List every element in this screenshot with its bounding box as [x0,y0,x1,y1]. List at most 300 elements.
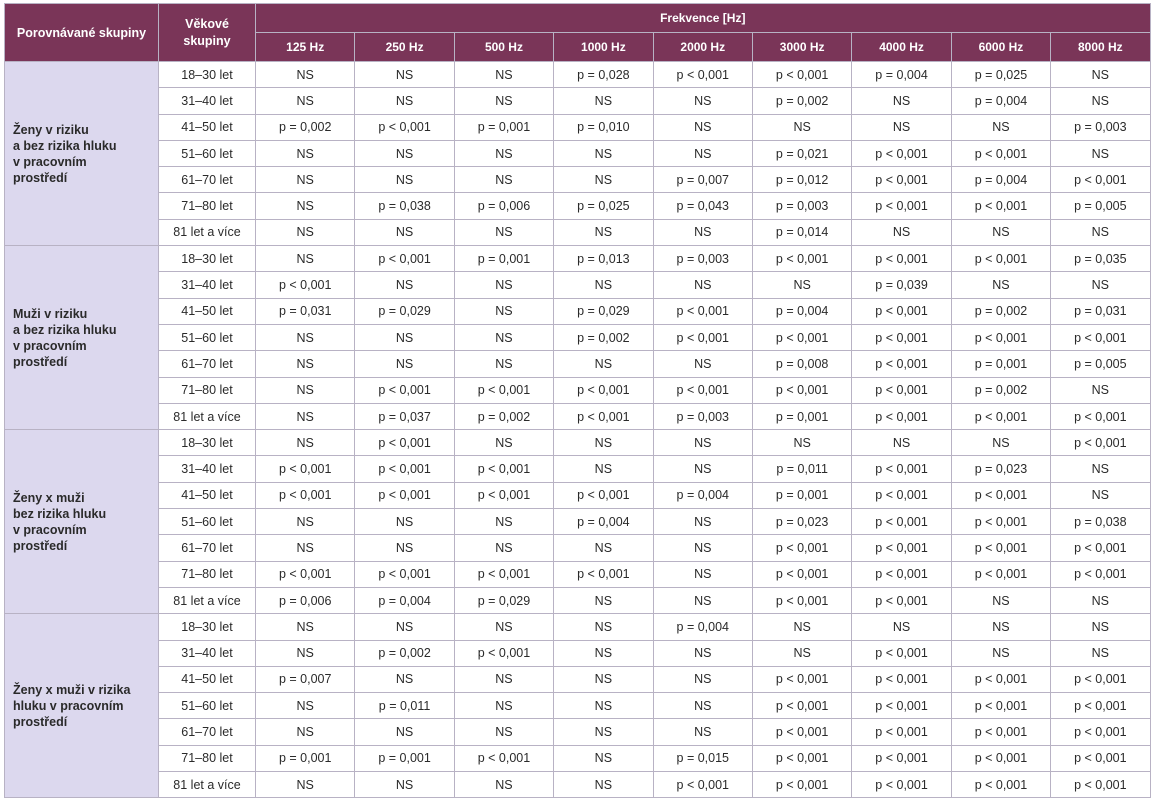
pvalue-cell: p = 0,025 [554,193,653,219]
pvalue-cell: NS [852,219,951,245]
age-group-cell: 71–80 let [159,745,256,771]
pvalue-cell: NS [752,114,851,140]
age-group-cell: 31–40 let [159,88,256,114]
pvalue-cell: NS [653,88,752,114]
pvalue-cell: p = 0,013 [554,246,653,272]
pvalue-cell: p < 0,001 [752,745,851,771]
pvalue-cell: NS [256,535,355,561]
pvalue-cell: p < 0,001 [653,324,752,350]
pvalue-cell: p = 0,006 [256,587,355,613]
pvalue-cell: NS [1051,456,1150,482]
pvalue-cell: p = 0,004 [554,509,653,535]
pvalue-cell: p = 0,003 [653,403,752,429]
pvalue-cell: NS [554,88,653,114]
pvalue-cell: p < 0,001 [852,377,951,403]
pvalue-cell: p = 0,038 [1051,509,1150,535]
pvalue-cell: NS [554,772,653,798]
pvalue-cell: p < 0,001 [653,298,752,324]
pvalue-cell: NS [454,719,553,745]
pvalue-cell: p = 0,011 [355,693,454,719]
pvalue-cell: NS [256,719,355,745]
pvalue-cell: NS [355,719,454,745]
pvalue-cell: p < 0,001 [951,719,1050,745]
pvalue-cell: NS [454,324,553,350]
table-row [5,719,1151,745]
pvalue-cell: NS [1051,88,1150,114]
header-frequency-cell: 2000 Hz [653,33,752,62]
pvalue-cell: NS [1051,614,1150,640]
table-row [5,62,1151,88]
age-group-cell: 81 let a více [159,587,256,613]
table-row [5,140,1151,166]
table-row [5,456,1151,482]
pvalue-cell: NS [454,167,553,193]
group-label-cell: Ženy v riziku a bez rizika hluku v pracovním prostředí [5,62,159,246]
table-row [5,772,1151,798]
pvalue-cell: p = 0,004 [653,614,752,640]
header-frequency-cell: 125 Hz [256,33,355,62]
header-frequency-cell: 500 Hz [454,33,553,62]
pvalue-cell: p < 0,001 [256,272,355,298]
pvalue-cell: NS [256,62,355,88]
pvalue-cell: p < 0,001 [951,246,1050,272]
pvalue-cell: NS [454,666,553,692]
pvalue-cell: NS [355,272,454,298]
pvalue-cell: p = 0,002 [951,377,1050,403]
pvalue-cell: p < 0,001 [951,666,1050,692]
pvalue-cell: NS [653,456,752,482]
pvalue-cell: p < 0,001 [752,587,851,613]
pvalue-cell: p = 0,004 [852,62,951,88]
age-group-cell: 81 let a více [159,403,256,429]
age-group-cell: 41–50 let [159,114,256,140]
pvalue-cell: p = 0,039 [852,272,951,298]
pvalue-cell: p = 0,002 [951,298,1050,324]
pvalue-cell: p < 0,001 [653,772,752,798]
pvalue-cell: p < 0,001 [951,772,1050,798]
age-group-cell: 51–60 let [159,324,256,350]
pvalue-cell: p = 0,038 [355,193,454,219]
pvalue-cell: NS [355,167,454,193]
pvalue-cell: p < 0,001 [852,246,951,272]
table-row [5,88,1151,114]
pvalue-cell: NS [951,587,1050,613]
table-row [5,482,1151,508]
pvalue-cell: p = 0,012 [752,167,851,193]
pvalue-cell: NS [852,430,951,456]
pvalue-table-container [4,3,1150,798]
pvalue-cell: p < 0,001 [1051,535,1150,561]
pvalue-cell: p < 0,001 [951,324,1050,350]
pvalue-cell: p < 0,001 [1051,167,1150,193]
age-group-cell: 81 let a více [159,219,256,245]
pvalue-cell: p < 0,001 [1051,324,1150,350]
pvalue-cell: NS [653,430,752,456]
pvalue-cell: NS [355,535,454,561]
pvalue-cell: NS [355,351,454,377]
pvalue-cell: p = 0,001 [752,403,851,429]
pvalue-cell: p < 0,001 [752,693,851,719]
pvalue-cell: p < 0,001 [852,745,951,771]
table-row [5,693,1151,719]
pvalue-cell: p < 0,001 [554,482,653,508]
pvalue-cell: p < 0,001 [1051,693,1150,719]
table-row [5,167,1151,193]
pvalue-cell: p < 0,001 [951,509,1050,535]
pvalue-cell: p = 0,004 [951,88,1050,114]
pvalue-cell: p < 0,001 [852,403,951,429]
age-group-cell: 31–40 let [159,640,256,666]
pvalue-cell: p < 0,001 [852,719,951,745]
pvalue-cell: NS [454,430,553,456]
header-row-top [5,4,1151,33]
pvalue-cell: NS [951,272,1050,298]
pvalue-cell: NS [454,88,553,114]
age-group-cell: 71–80 let [159,193,256,219]
pvalue-cell: NS [256,693,355,719]
header-frequency-cell: 4000 Hz [852,33,951,62]
pvalue-cell: p = 0,004 [752,298,851,324]
header-frequency-cell: 8000 Hz [1051,33,1150,62]
pvalue-cell: p = 0,006 [454,193,553,219]
pvalue-cell: p = 0,002 [554,324,653,350]
table-row [5,219,1151,245]
pvalue-cell: p < 0,001 [951,482,1050,508]
header-frequency-cell: 6000 Hz [951,33,1050,62]
pvalue-cell: p < 0,001 [752,561,851,587]
pvalue-cell: p = 0,005 [1051,193,1150,219]
pvalue-cell: p < 0,001 [454,456,553,482]
pvalue-cell: NS [1051,140,1150,166]
pvalue-cell: p < 0,001 [852,640,951,666]
pvalue-cell: NS [653,140,752,166]
pvalue-cell: p < 0,001 [852,298,951,324]
pvalue-cell: NS [653,219,752,245]
pvalue-cell: p < 0,001 [852,535,951,561]
table-row [5,298,1151,324]
pvalue-cell: p = 0,023 [951,456,1050,482]
pvalue-cell: p < 0,001 [1051,772,1150,798]
table-row [5,509,1151,535]
pvalue-cell: p < 0,001 [852,351,951,377]
pvalue-cell: NS [1051,377,1150,403]
pvalue-cell: NS [1051,640,1150,666]
pvalue-cell: p < 0,001 [554,377,653,403]
pvalue-cell: NS [256,246,355,272]
pvalue-cell: NS [653,587,752,613]
age-group-cell: 51–60 let [159,693,256,719]
pvalue-cell: p < 0,001 [752,246,851,272]
pvalue-cell: NS [554,640,653,666]
pvalue-cell: p = 0,014 [752,219,851,245]
pvalue-cell: p < 0,001 [653,377,752,403]
pvalue-cell: p < 0,001 [1051,430,1150,456]
pvalue-cell: NS [653,640,752,666]
pvalue-cell: p < 0,001 [355,246,454,272]
pvalue-cell: NS [554,219,653,245]
pvalue-cell: NS [256,88,355,114]
age-group-cell: 31–40 let [159,456,256,482]
age-group-cell: 18–30 let [159,430,256,456]
table-row [5,351,1151,377]
pvalue-cell: NS [554,719,653,745]
pvalue-cell: NS [454,219,553,245]
pvalue-cell: p < 0,001 [355,561,454,587]
table-row [5,193,1151,219]
pvalue-cell: p = 0,023 [752,509,851,535]
pvalue-cell: NS [554,693,653,719]
pvalue-table [4,3,1151,798]
pvalue-cell: NS [256,430,355,456]
pvalue-cell: p < 0,001 [256,482,355,508]
pvalue-cell: NS [454,62,553,88]
table-row [5,587,1151,613]
pvalue-cell: NS [355,324,454,350]
header-age-groups: Věkové skupiny [159,4,256,62]
age-group-cell: 51–60 let [159,509,256,535]
pvalue-cell: p < 0,001 [852,482,951,508]
age-group-cell: 18–30 let [159,62,256,88]
pvalue-cell: p < 0,001 [852,666,951,692]
pvalue-cell: NS [355,614,454,640]
table-row [5,324,1151,350]
age-group-cell: 61–70 let [159,167,256,193]
pvalue-cell: NS [1051,219,1150,245]
pvalue-cell: p = 0,001 [454,246,553,272]
pvalue-cell: p < 0,001 [454,640,553,666]
pvalue-cell: p < 0,001 [951,140,1050,166]
pvalue-cell: p = 0,002 [454,403,553,429]
pvalue-cell: NS [554,430,653,456]
pvalue-cell: NS [554,351,653,377]
pvalue-cell: NS [454,614,553,640]
pvalue-cell: NS [554,666,653,692]
pvalue-cell: p = 0,015 [653,745,752,771]
pvalue-cell: NS [256,614,355,640]
pvalue-cell: p = 0,001 [454,114,553,140]
pvalue-cell: p < 0,001 [752,535,851,561]
pvalue-cell: p = 0,037 [355,403,454,429]
pvalue-cell: NS [951,640,1050,666]
pvalue-cell: NS [653,351,752,377]
age-group-cell: 71–80 let [159,377,256,403]
pvalue-cell: p < 0,001 [355,456,454,482]
pvalue-cell: NS [554,587,653,613]
pvalue-cell: NS [355,772,454,798]
pvalue-cell: p < 0,001 [852,587,951,613]
pvalue-cell: p < 0,001 [355,377,454,403]
pvalue-cell: NS [1051,482,1150,508]
table-row [5,614,1151,640]
pvalue-cell: p < 0,001 [653,62,752,88]
pvalue-cell: p < 0,001 [554,403,653,429]
pvalue-cell: NS [256,509,355,535]
pvalue-cell: p = 0,001 [355,745,454,771]
pvalue-cell: p < 0,001 [454,482,553,508]
age-group-cell: 61–70 let [159,719,256,745]
pvalue-cell: p < 0,001 [951,745,1050,771]
header-compared-groups: Porovnávané skupiny [5,4,159,62]
pvalue-cell: p < 0,001 [1051,666,1150,692]
pvalue-cell: p < 0,001 [752,377,851,403]
header-frequency-cell: 1000 Hz [554,33,653,62]
pvalue-cell: NS [951,114,1050,140]
pvalue-cell: p = 0,011 [752,456,851,482]
pvalue-cell: p < 0,001 [951,403,1050,429]
pvalue-cell: p = 0,010 [554,114,653,140]
pvalue-cell: NS [951,430,1050,456]
pvalue-cell: p < 0,001 [454,745,553,771]
pvalue-cell: NS [752,272,851,298]
pvalue-cell: p < 0,001 [256,456,355,482]
pvalue-cell: NS [653,719,752,745]
pvalue-cell: NS [1051,272,1150,298]
pvalue-cell: NS [256,140,355,166]
pvalue-cell: NS [256,167,355,193]
pvalue-cell: p = 0,025 [951,62,1050,88]
pvalue-cell: NS [554,614,653,640]
pvalue-cell: NS [256,377,355,403]
age-group-cell: 81 let a více [159,772,256,798]
pvalue-cell: NS [355,509,454,535]
pvalue-cell: NS [554,140,653,166]
table-row [5,246,1151,272]
pvalue-cell: p = 0,035 [1051,246,1150,272]
pvalue-cell: p = 0,002 [256,114,355,140]
pvalue-cell: NS [653,561,752,587]
pvalue-cell: NS [554,456,653,482]
age-group-cell: 18–30 let [159,246,256,272]
pvalue-cell: p < 0,001 [852,561,951,587]
pvalue-cell: p = 0,029 [454,587,553,613]
pvalue-cell: NS [1051,587,1150,613]
pvalue-cell: p = 0,005 [1051,351,1150,377]
pvalue-cell: NS [454,772,553,798]
pvalue-cell: p < 0,001 [752,62,851,88]
pvalue-cell: NS [256,403,355,429]
pvalue-cell: p < 0,001 [951,693,1050,719]
pvalue-cell: p = 0,004 [653,482,752,508]
pvalue-cell: NS [256,219,355,245]
pvalue-cell: p < 0,001 [852,509,951,535]
table-row [5,640,1151,666]
pvalue-cell: p = 0,007 [256,666,355,692]
pvalue-cell: p < 0,001 [355,430,454,456]
pvalue-cell: NS [951,219,1050,245]
pvalue-cell: NS [554,272,653,298]
pvalue-cell: p < 0,001 [852,167,951,193]
pvalue-cell: NS [653,666,752,692]
pvalue-cell: p < 0,001 [852,693,951,719]
pvalue-cell: p < 0,001 [1051,403,1150,429]
pvalue-cell: p = 0,043 [653,193,752,219]
pvalue-cell: p = 0,008 [752,351,851,377]
pvalue-cell: p < 0,001 [355,114,454,140]
pvalue-cell: p < 0,001 [752,324,851,350]
table-row [5,535,1151,561]
pvalue-cell: NS [256,772,355,798]
pvalue-cell: p < 0,001 [1051,561,1150,587]
pvalue-cell: NS [355,62,454,88]
table-row [5,377,1151,403]
table-row [5,745,1151,771]
pvalue-cell: p = 0,007 [653,167,752,193]
pvalue-cell: p < 0,001 [852,456,951,482]
pvalue-cell: NS [554,535,653,561]
pvalue-cell: p = 0,029 [355,298,454,324]
pvalue-cell: NS [454,535,553,561]
pvalue-cell: p = 0,021 [752,140,851,166]
pvalue-cell: p = 0,003 [1051,114,1150,140]
pvalue-cell: p = 0,004 [355,587,454,613]
age-group-cell: 41–50 let [159,666,256,692]
pvalue-cell: NS [852,88,951,114]
pvalue-cell: p < 0,001 [951,535,1050,561]
pvalue-cell: p = 0,031 [1051,298,1150,324]
pvalue-cell: p < 0,001 [1051,719,1150,745]
pvalue-cell: p < 0,001 [752,719,851,745]
table-row [5,114,1151,140]
pvalue-cell: p < 0,001 [554,561,653,587]
pvalue-cell: p = 0,029 [554,298,653,324]
pvalue-cell: p < 0,001 [1051,745,1150,771]
pvalue-cell: NS [653,693,752,719]
pvalue-cell: NS [752,640,851,666]
table-row [5,272,1151,298]
pvalue-cell: NS [454,693,553,719]
table-row [5,666,1151,692]
pvalue-cell: p = 0,001 [951,351,1050,377]
pvalue-cell: p < 0,001 [852,140,951,166]
pvalue-cell: NS [454,140,553,166]
age-group-cell: 61–70 let [159,535,256,561]
age-group-cell: 18–30 let [159,614,256,640]
pvalue-cell: NS [355,219,454,245]
header-frequency-cell: 250 Hz [355,33,454,62]
table-body [5,62,1151,798]
pvalue-cell: p < 0,001 [256,561,355,587]
header-frequency: Frekvence [Hz] [256,4,1151,33]
pvalue-cell: p < 0,001 [852,324,951,350]
table-row [5,403,1151,429]
pvalue-cell: NS [256,324,355,350]
pvalue-cell: NS [951,614,1050,640]
pvalue-cell: NS [554,167,653,193]
pvalue-cell: NS [653,272,752,298]
pvalue-cell: NS [1051,62,1150,88]
pvalue-cell: p < 0,001 [752,772,851,798]
group-label-cell: Ženy x muži v rizika hluku v pracovním prostředí [5,614,159,798]
age-group-cell: 31–40 let [159,272,256,298]
table-row [5,430,1151,456]
pvalue-cell: p = 0,031 [256,298,355,324]
pvalue-cell: NS [256,351,355,377]
pvalue-cell: NS [454,298,553,324]
pvalue-cell: NS [256,193,355,219]
age-group-cell: 51–60 let [159,140,256,166]
pvalue-cell: NS [653,509,752,535]
pvalue-cell: p = 0,003 [752,193,851,219]
pvalue-cell: NS [256,640,355,666]
pvalue-cell: p < 0,001 [454,377,553,403]
age-group-cell: 71–80 let [159,561,256,587]
pvalue-cell: NS [454,351,553,377]
pvalue-cell: NS [554,745,653,771]
pvalue-cell: NS [852,114,951,140]
pvalue-cell: NS [852,614,951,640]
table-row [5,561,1151,587]
pvalue-cell: p = 0,003 [653,246,752,272]
